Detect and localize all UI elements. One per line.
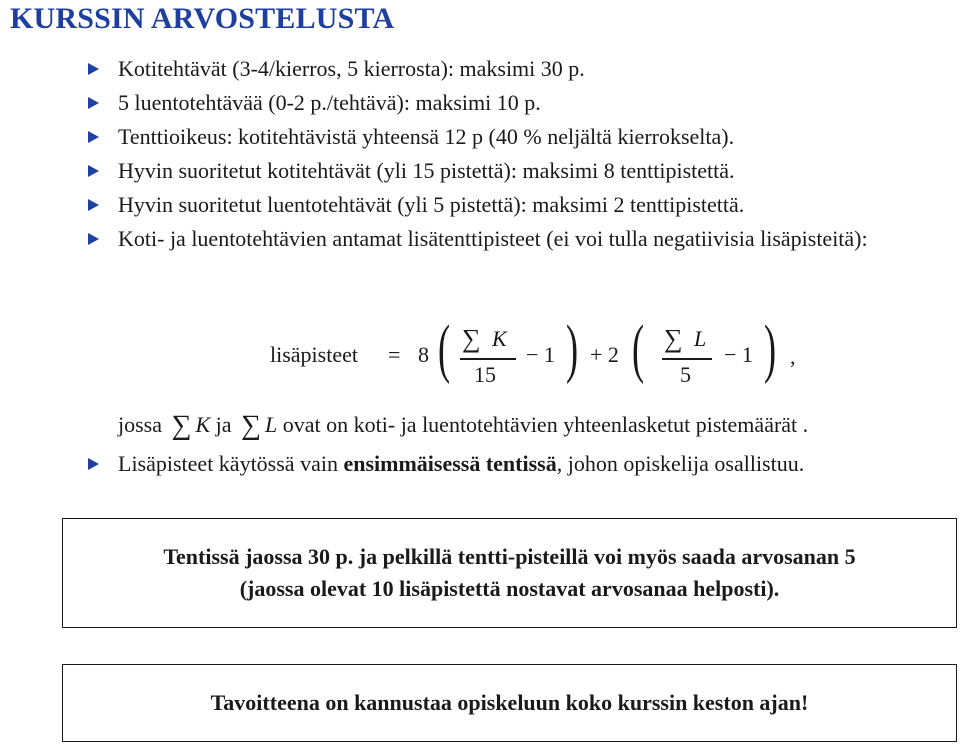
bonus-formula	[270, 312, 830, 398]
explanation-var-l: L	[265, 412, 278, 437]
bullet-text-bold: ensimmäisessä tentissä	[343, 451, 557, 476]
bullet-item	[88, 52, 948, 86]
bullet-item	[88, 154, 948, 188]
formula-var-l: L	[694, 326, 707, 351]
bullet-text: 5 luentotehtävää (0-2 p./tehtävä): maksimi 10 p.	[118, 90, 541, 115]
sum-symbol: ∑	[241, 410, 262, 441]
explanation-var-k: K	[195, 412, 211, 437]
formula-var-k: K	[492, 326, 507, 351]
bullet-text: Kotitehtävät (3-4/kierros, 5 kierrosta): maksimi 30 p.	[118, 56, 585, 81]
box-line-2: (jaossa olevat 10 lisäpistettä nostavat arvosanaa helposti).	[239, 576, 780, 601]
bullet-triangle-icon	[88, 458, 99, 470]
explanation-prefix: jossa	[118, 412, 162, 437]
slide-title: KURSSIN ARVOSTELUSTA	[10, 2, 395, 35]
paren-open-2: (	[632, 312, 645, 385]
bullet-item-last	[88, 447, 960, 481]
formula-den-15: 15	[474, 362, 496, 387]
formula-equals: =	[388, 342, 401, 367]
formula-minus-1b: − 1	[724, 342, 753, 367]
formula-plus-2: + 2	[590, 342, 619, 367]
bullet-list	[88, 52, 948, 256]
paren-open-1: (	[438, 312, 451, 385]
bullet-item	[88, 222, 948, 256]
highlight-box-goal	[62, 664, 957, 742]
explanation-ja: ja	[215, 412, 232, 437]
bullet-triangle-icon	[88, 131, 99, 143]
formula-explanation	[118, 408, 808, 443]
bullet-text: Hyvin suoritetut kotitehtävät (yli 15 pistettä): maksimi 8 tenttipistettä.	[118, 158, 735, 183]
fraction-line-1	[460, 358, 516, 360]
bullet-triangle-icon	[88, 233, 99, 245]
bullet-item	[88, 86, 948, 120]
sum-symbol: ∑	[171, 410, 192, 441]
formula-lhs: lisäpisteet	[270, 342, 358, 367]
paren-close-1: )	[566, 312, 579, 385]
bullet-text: Koti- ja luentotehtävien antamat lisätenttipisteet (ei voi tulla negatiivisia lisäpisteitä):	[118, 226, 868, 251]
formula-comma: ,	[790, 344, 796, 369]
bullet-text: Hyvin suoritetut luentotehtävät (yli 5 pistettä): maksimi 2 tenttipistettä.	[118, 192, 745, 217]
box-goal-text: Tavoitteena on kannustaa opiskeluun koko kurssin keston ajan!	[210, 690, 809, 715]
highlight-box-grading	[62, 518, 957, 628]
bullet-item	[88, 120, 948, 154]
formula-den-5: 5	[680, 362, 691, 387]
bullet-triangle-icon	[88, 97, 99, 109]
bullet-item	[88, 188, 948, 222]
bullet-triangle-icon	[88, 165, 99, 177]
bullet-text: Tenttioikeus: kotitehtävistä yhteensä 12 p (40 % neljältä kierrokselta).	[118, 124, 735, 149]
formula-coef-8: 8	[418, 342, 429, 367]
box-line-1: Tentissä jaossa 30 p. ja pelkillä tentti-pisteillä voi myös saada arvosanan 5	[163, 544, 856, 569]
fraction-line-2	[662, 358, 712, 360]
paren-close-2: )	[764, 312, 777, 385]
sum-symbol-2: ∑	[664, 324, 683, 353]
bullet-text-after: , johon opiskelija osallistuu.	[556, 451, 805, 476]
bullet-triangle-icon	[88, 63, 99, 75]
bullet-text-before: Lisäpisteet käytössä vain	[118, 451, 344, 476]
bullet-triangle-icon	[88, 199, 99, 211]
formula-minus-1: − 1	[526, 342, 555, 367]
explanation-suffix: ovat on koti- ja luentotehtävien yhteenlasketut pistemäärät .	[282, 412, 809, 437]
sum-symbol-1: ∑	[462, 324, 481, 353]
